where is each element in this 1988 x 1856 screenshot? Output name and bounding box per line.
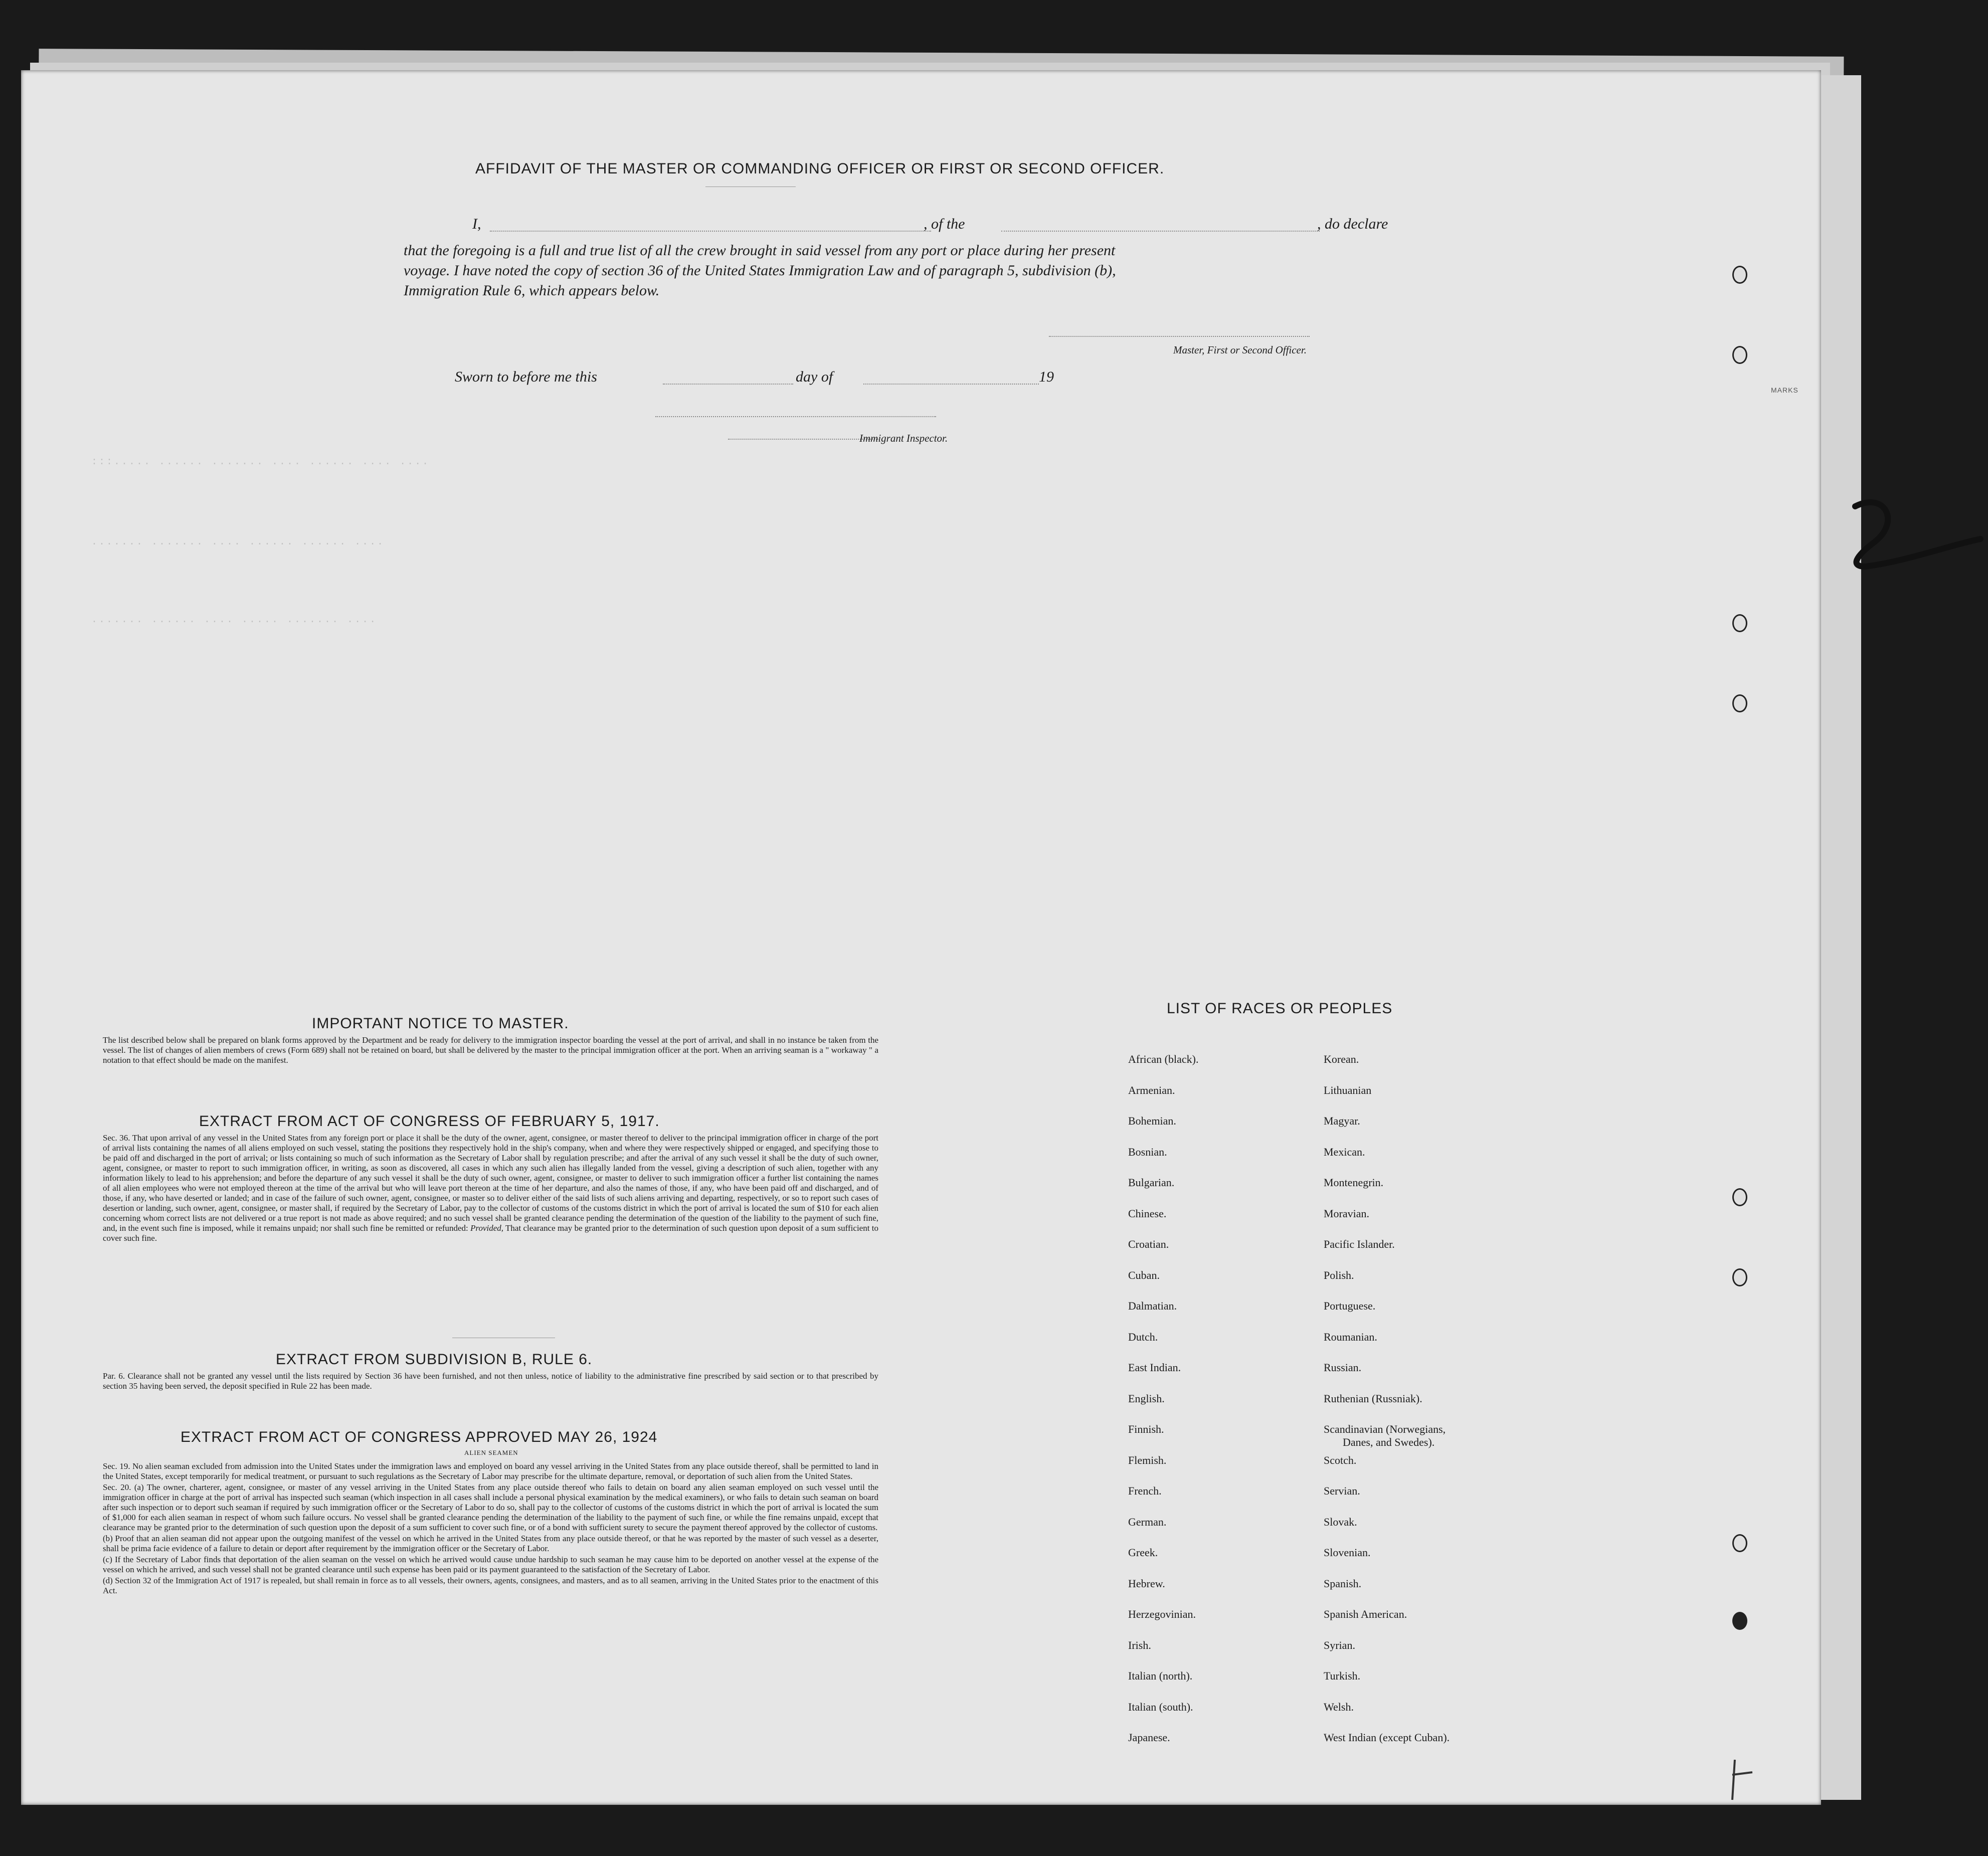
race-item: Spanish American. bbox=[1324, 1608, 1407, 1620]
bleed-through-text: ....... ....... .... ...... ...... .... bbox=[91, 536, 385, 548]
binder-hole bbox=[1732, 1268, 1747, 1286]
declaration-i: I, bbox=[472, 216, 481, 232]
affidavit-body-line: Immigration Rule 6, which appears below. bbox=[404, 282, 660, 299]
extract-rule6-title: EXTRACT FROM SUBDIVISION B, RULE 6. bbox=[276, 1351, 593, 1368]
binder-hole bbox=[1732, 614, 1747, 632]
binder-hole bbox=[1732, 1534, 1747, 1552]
race-item: Welsh. bbox=[1324, 1700, 1354, 1713]
notice-body: The list described below shall be prepared on blank forms approved by the Department and be ready for delivery to the immigration inspector boarding the vessel at the port of arrival, and shall in no instance be taken from the vessel. The list of changes of alien members of crews (Form 689) shall not be retained on board, but shall be delivered by the master to the principal immigration officer at the port. When an arriving seaman is a " workaway " a notation to that effect should be made on the manifest. bbox=[103, 1035, 878, 1065]
handwritten-initial bbox=[1725, 1755, 1765, 1805]
race-item: German. bbox=[1128, 1515, 1167, 1528]
race-item: West Indian (except Cuban). bbox=[1324, 1731, 1450, 1744]
handwritten-mark bbox=[1805, 491, 1985, 602]
race-item bbox=[1324, 1423, 1564, 1454]
extract-1917-text-a: Sec. 36. That upon arrival of any vessel in the United States from any foreign port or place it shall be the duty of the owner, agent, consignee, or master thereof to deliver to the principal immigration officer in charge of the port of arrival lists containing the names of all aliens employed on such vessel, stating the positions they respectively hold in the ship's company, when and where they were respectively shipped or engaged, and specifying those to be paid off and discharged in the port of arrival; or lists containing so much of such information as the Secretary of Labor shall by regulation prescribe; and after the arrival of any such vessel it shall be the duty of such owner, agent, consignee, or master to report to such immigration officer, in writing, as soon as discovered, all cases in which any such alien has illegally landed from the vessel, giving a description of such alien, together with any information likely to lead to his apprehension; and before the departure of any such vessel it shall be the duty of such owner, agent, consignee, or master to deliver to such immigration officer a further list containing the names of all alien employees who were not employed thereon at the time of the arrival but who will leave port thereon at the time of her departure, and also the names of those, if any, who have been paid off and discharged, and of those, if any, who have deserted or landed; and in case of the failure of such owner, agent, consignee, or master so to deliver either of the said lists of such aliens arriving and departing, respectively, or so to report such cases of desertion or landing, such owner, agent, consignee, or master shall, if required by the Secretary of Labor, pay to the collector of customs of the customs district in which the port of arrival is located the sum of $10 for each alien concerning whom correct lists are not delivered or a true report is not made as above required; and no such vessel shall be granted clearance pending the determination of the question of the liability to the payment of such fine, and, in the event such fine is imposed, while it remains unpaid; nor shall such fine be remitted or refunded: bbox=[103, 1133, 878, 1233]
race-item: Cuban. bbox=[1128, 1268, 1160, 1281]
extract-1924-sec20c: (c) If the Secretary of Labor finds that deportation of the alien seaman on the vessel on which he arrived would cause undue hardship to such seaman he may cause him to be deported on another vessel at the expense of the vessel on which he arrived, and such vessel shall not be granted clearance until such expense has been paid or its payment guaranteed to the satisfaction of the Secretary of Labor. bbox=[103, 1555, 878, 1574]
extract-1917-title: EXTRACT FROM ACT OF CONGRESS OF FEBRUARY 5, 1917. bbox=[199, 1113, 660, 1130]
race-item: Magyar. bbox=[1324, 1115, 1360, 1127]
binder-hole bbox=[1732, 694, 1747, 712]
races-list-right bbox=[1324, 1053, 1564, 1762]
race-item-line: Scandinavian (Norwegians, bbox=[1324, 1423, 1446, 1435]
inspector-label: Immigrant Inspector. bbox=[859, 432, 948, 444]
race-item: Pacific Islander. bbox=[1324, 1238, 1395, 1250]
race-item: Herzegovinian. bbox=[1128, 1608, 1196, 1620]
race-item: Chinese. bbox=[1128, 1207, 1167, 1220]
extract-1917-body bbox=[103, 1133, 878, 1243]
race-item: Montenegrin. bbox=[1324, 1176, 1384, 1189]
binder-hole bbox=[1732, 1188, 1747, 1206]
extract-1924-title: EXTRACT FROM ACT OF CONGRESS APPROVED MAY 26, 1924 bbox=[180, 1429, 658, 1445]
extract-1917-text-b: That clearance may be granted prior to the determination of such question upon deposit of a sum sufficient to cover such fine. bbox=[103, 1223, 878, 1243]
affidavit-body-line: voyage. I have noted the copy of section 36 of the United States Immigration Law and of paragraph 5, subdivision (b), bbox=[404, 262, 1116, 279]
race-item: Bulgarian. bbox=[1128, 1176, 1175, 1189]
race-item: East Indian. bbox=[1128, 1361, 1181, 1374]
binder-hole bbox=[1732, 1612, 1747, 1630]
race-item: Lithuanian bbox=[1324, 1083, 1372, 1096]
extract-1924-subtitle: ALIEN SEAMEN bbox=[464, 1449, 518, 1456]
extract-1924-sec19: Sec. 19. No alien seaman excluded from admission into the United States under the immigration laws and employed on board any vessel arriving in the United States from any place outside thereof, shall be permitted to land in the United States, except temporarily for medical treatment, or pursuant to such regulations as the Secretary of Labor may prescribe for the ultimate departure, removal, or deportation of such alien from the United States. bbox=[103, 1461, 878, 1481]
declaration-do-declare: , do declare bbox=[1317, 216, 1388, 232]
race-item: Greek. bbox=[1128, 1546, 1158, 1559]
race-item: Syrian. bbox=[1324, 1638, 1355, 1651]
bleed-through-text: :::..... ...... ....... .... ...... .... .... bbox=[91, 456, 430, 468]
document-page bbox=[21, 70, 1821, 1805]
notice-title: IMPORTANT NOTICE TO MASTER. bbox=[312, 1015, 569, 1032]
races-title: LIST OF RACES OR PEOPLES bbox=[1167, 1000, 1393, 1017]
page-edge-right bbox=[1821, 75, 1861, 1800]
race-item: Dalmatian. bbox=[1128, 1300, 1177, 1312]
race-item: Roumanian. bbox=[1324, 1330, 1377, 1343]
race-item: Moravian. bbox=[1324, 1207, 1370, 1220]
race-item: Portuguese. bbox=[1324, 1300, 1376, 1312]
race-item: Irish. bbox=[1128, 1638, 1151, 1651]
binder-hole bbox=[1732, 346, 1747, 364]
race-item: Turkish. bbox=[1324, 1669, 1361, 1682]
marks-column-label: MARKS bbox=[1771, 386, 1798, 394]
race-item: Dutch. bbox=[1128, 1330, 1158, 1343]
race-item: Flemish. bbox=[1128, 1453, 1167, 1466]
affidavit-body-line: that the foregoing is a full and true list of all the crew brought in said vessel from any port or place during her present bbox=[404, 242, 1116, 259]
races-list-left bbox=[1128, 1053, 1299, 1762]
race-item: Japanese. bbox=[1128, 1731, 1170, 1744]
race-item: Bosnian. bbox=[1128, 1145, 1167, 1158]
officer-signature-field[interactable] bbox=[1049, 336, 1310, 337]
race-item: Slovenian. bbox=[1324, 1546, 1371, 1559]
officer-signature-label: Master, First or Second Officer. bbox=[1173, 344, 1307, 356]
vessel-name-field[interactable] bbox=[1001, 231, 1320, 232]
sworn-day-of: day of bbox=[796, 368, 833, 385]
extract-1924-body bbox=[103, 1461, 878, 1597]
race-item: Italian (north). bbox=[1128, 1669, 1193, 1682]
race-item: Russian. bbox=[1324, 1361, 1362, 1374]
race-item: Mexican. bbox=[1324, 1145, 1365, 1158]
race-item: African (black). bbox=[1128, 1053, 1199, 1065]
extract-1924-sec20d: (d) Section 32 of the Immigration Act of 1917 is repealed, but shall remain in force as to all vessels, their owners, agents, consignees, and masters, and as to all seamen, arriving in the United States prior to the enactment of this Act. bbox=[103, 1576, 878, 1595]
extract-1924-sec20b: (b) Proof that an alien seaman did not appear upon the outgoing manifest of the vessel on which he arrived in the United States from any place outside thereof, or that he was reported by the master of such vessel as a deserter, shall be prima facie evidence of a failure to detain or deport after requirement by the immigration officer or the Secretary of Labor. bbox=[103, 1534, 878, 1553]
declaration-of-the: , of the bbox=[924, 216, 965, 232]
extract-rule6-body: Par. 6. Clearance shall not be granted any vessel until the lists required by Section 36 have been furnished, and not then unless, notice of liability to the administrative fine prescribed by said section or to that prescribed by section 35 having been served, the deposit specified in Rule 22 has been made. bbox=[103, 1371, 878, 1391]
declarant-name-field[interactable] bbox=[490, 231, 931, 232]
race-item: Ruthenian (Russniak). bbox=[1324, 1392, 1422, 1405]
race-item: Servian. bbox=[1324, 1484, 1360, 1497]
race-item: Slovak. bbox=[1324, 1515, 1357, 1528]
inspector-name-field[interactable] bbox=[728, 439, 878, 440]
race-item: Spanish. bbox=[1324, 1577, 1362, 1590]
race-item: French. bbox=[1128, 1484, 1162, 1497]
sworn-day-field[interactable] bbox=[663, 384, 793, 385]
race-item: Korean. bbox=[1324, 1053, 1359, 1065]
race-item-line-cont: Danes, and Swedes). bbox=[1343, 1436, 1435, 1448]
affidavit-title: AFFIDAVIT OF THE MASTER OR COMMANDING OFFICER OR FIRST OR SECOND OFFICER. bbox=[475, 160, 1165, 177]
race-item: Finnish. bbox=[1128, 1423, 1164, 1435]
race-item: Hebrew. bbox=[1128, 1577, 1165, 1590]
extract-1917-provided: Provided, bbox=[470, 1223, 504, 1233]
affidavit-body bbox=[404, 241, 1116, 301]
inspector-signature-field[interactable] bbox=[655, 416, 936, 417]
race-item: Bohemian. bbox=[1128, 1115, 1176, 1127]
race-item: Croatian. bbox=[1128, 1238, 1169, 1250]
extract-1924-sec20a: Sec. 20. (a) The owner, charterer, agent, consignee, or master of any vessel arriving in the United States from any place outside thereof who fails to detain on board any alien seaman employed on such vessel until the immigration officer in charge at the port of arrival has inspected such seaman (which inspection in all cases shall include a personal physical examination by the medical examiners), or who fails to detain such seaman on board after such inspection or to deport such seaman if required by such immigration officer or the Secretary of Labor to do so, shall pay to the collector of customs of the customs district in which the port of arrival is located the sum of $1,000 for each alien seaman in respect of whom such failure occurs. No vessel shall be granted clearance pending the determination of the liability to the payment of such fine, or while the fine remains unpaid, except that clearance may be granted prior to the determination of such question upon the deposit of a sum sufficient to cover such fine, or of a bond with sufficient surety to secure the payment thereof approved by the collector of customs. bbox=[103, 1482, 878, 1532]
race-item: Italian (south). bbox=[1128, 1700, 1193, 1713]
race-item: Scotch. bbox=[1324, 1453, 1357, 1466]
race-item: Polish. bbox=[1324, 1268, 1354, 1281]
race-item: English. bbox=[1128, 1392, 1165, 1405]
sworn-year-prefix: 19 bbox=[1039, 368, 1054, 385]
race-item: Armenian. bbox=[1128, 1083, 1175, 1096]
sworn-month-field[interactable] bbox=[863, 384, 1039, 385]
binder-hole bbox=[1732, 266, 1747, 284]
sworn-text: Sworn to before me this bbox=[455, 368, 597, 385]
bleed-through-text: ....... ...... .... ..... ....... .... bbox=[91, 614, 378, 626]
